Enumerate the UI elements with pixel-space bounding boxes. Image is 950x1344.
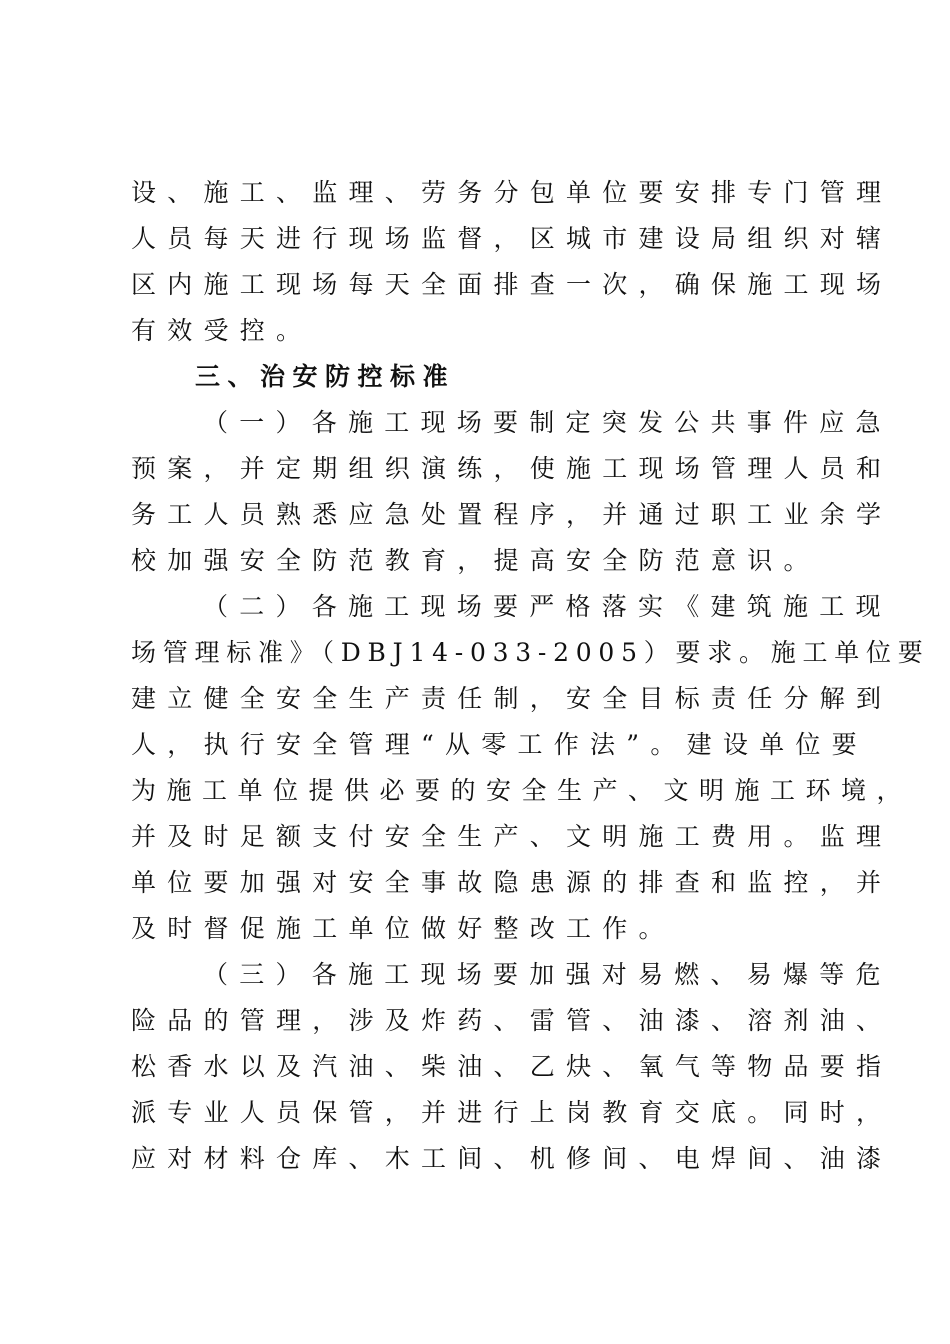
text-line: 预案，并定期组织演练，使施工现场管理人员和 [131, 454, 893, 483]
text-line: 区内施工现场每天全面排查一次，确保施工现场 [131, 270, 893, 299]
text-line: 应对材料仓库、木工间、机修间、电焊间、油漆 [131, 1144, 893, 1173]
text-line: 建立健全安全生产责任制，安全目标责任分解到 [131, 684, 893, 713]
text-line: 并及时足额支付安全生产、文明施工费用。监理 [131, 822, 893, 851]
section-heading: 三、治安防控标准 [195, 362, 456, 391]
text-line: 松香水以及汽油、柴油、乙炔、氧气等物品要指 [131, 1052, 893, 1081]
text-line: 为施工单位提供必要的安全生产、文明施工环境， [131, 776, 913, 805]
text-line: 务工人员熟悉应急处置程序，并通过职工业余学 [131, 500, 893, 529]
text-line: 人员每天进行现场监督，区城市建设局组织对辖 [131, 224, 893, 253]
text-line: （一）各施工现场要制定突发公共事件应急 [203, 408, 892, 437]
text-line: （二）各施工现场要严格落实《建筑施工现 [203, 592, 892, 621]
text-line: 设、施工、监理、劳务分包单位要安排专门管理 [131, 178, 893, 207]
text-line: 单位要加强对安全事故隐患源的排查和监控，并 [131, 868, 893, 897]
text-line: 有效受控。 [131, 316, 313, 345]
text-line: 险品的管理，涉及炸药、雷管、油漆、溶剂油、 [131, 1006, 893, 1035]
text-line: （三）各施工现场要加强对易燃、易爆等危 [203, 960, 892, 989]
text-line: 派专业人员保管，并进行上岗教育交底。同时， [131, 1098, 893, 1127]
text-line: 校加强安全防范教育，提高安全防范意识。 [131, 546, 820, 575]
text-line: 场管理标准》（DBJ14-033-2005）要求。施工单位要 [131, 638, 930, 667]
text-line: 及时督促施工单位做好整改工作。 [131, 914, 675, 943]
document-body [131, 170, 930, 1182]
text-line: 人，执行安全管理“从零工作法”。建设单位要 [131, 730, 868, 759]
